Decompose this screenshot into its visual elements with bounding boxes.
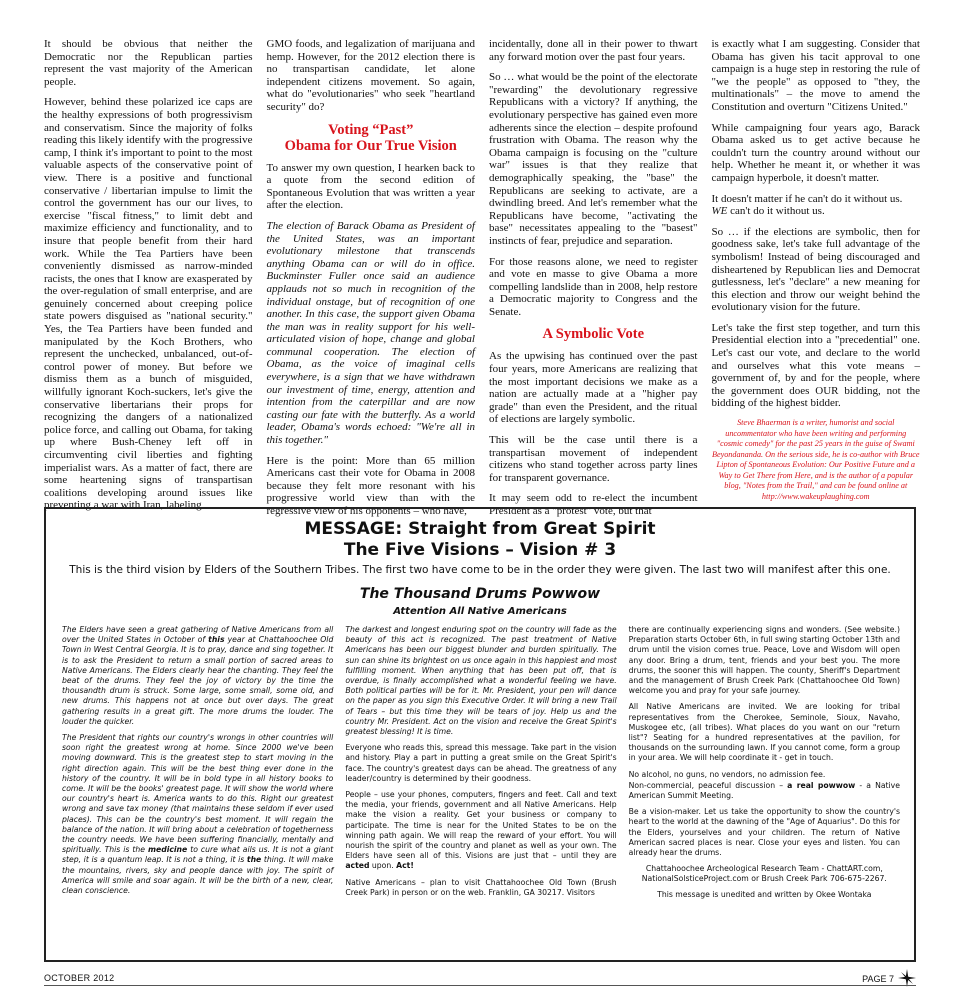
paragraph	[345, 790, 616, 872]
message-column-2	[345, 625, 616, 954]
page-number-group	[862, 969, 916, 989]
paragraph: there are continually experiencing signs and wonders. (See website.) Preparation starts October 6th, in full swing starting October 13th and drum until the vision comes true. Peace, Love and Wisdom will open any door. Bring a drum, tent, friends and your best you. The more drums, the sooner this will happen. The county, Sheriff's Department and the management of Brush Creek Park (Chattahoochee Old Town) welcome you and pray for your safe journey.	[628, 625, 900, 696]
message-subheading: Attention All Native Americans	[393, 606, 567, 617]
quote-paragraph: The election of Barack Obama as President of the United States, was an important evolutionary milestone that transcends anything Obama can or will do in office. Buckminster Fuller once said an audience applauds not so much in recognition of the individual onstage, but of recognition of one another. In this case, the support given Obama the man was in reality support for his well-articulated vision of hope, change and global communal cooperation. The election of Obama, as the voice of imaginal cells everywhere, is a sign that we have withdrawn our investment of time, energy, attention and intention from the caterpillar and are now casting our fate with the butterfly. As a world leader, Obama's words echoed: "We're all in this together."	[266, 219, 475, 447]
paragraph: So … if the elections are symbolic, then for goodness sake, let's take full advantage of the symbolism! Instead of being discouraged and disheartened by Republican lies and Democrat gutlessness, let's "declare" a new meaning for this election and throw our weight behind the evolutionary vision for the future.	[711, 225, 920, 314]
text-span: It doesn't matter if he can't do it without us.	[711, 192, 903, 205]
paragraph	[62, 625, 333, 727]
message-column-3	[629, 625, 900, 954]
issue-date: OCTOBER 2012	[44, 973, 115, 983]
text-span: People – use your phones, computers, fingers and feet. Call and text the media, your friends, government and all Native Americans. Help make the vision a reality. Get your business or company to participate. The time is near for the United States to be on the winning path again. We will reap the reward of your effort. You will nourish the spirit of the country and planet as well as your own. The Elders have seen all of this. Visions are just that – until they are	[345, 790, 617, 861]
text-span: to cure what ails us. It is not a giant step, it is a quantum leap. It is not a thing, it is	[62, 845, 334, 865]
text-span: The President that rights our country's wrongs in other countries will soon right the greatest wrong at home. Since 2000 we've been moving downward. This is the greatest step to start moving in the right direction again. This will be the best thing ever done in the history of the country. It will be in bold type in all history books to come. It will be the books' greatest page. It will show the world where our country's heart is. America wants to do this. Right our greatest wrong and save tax money (that maintains these seldom if ever used places). This can be the country's best moment. It will regain the balance of the nation. It will bring about a celebration of togetherness the country needs. We have been suffering financially, mentally and spiritually. This is the	[62, 733, 334, 855]
paragraph: GMO foods, and legalization of marijuana and hemp. However, for the 2012 election there is no transpartisan candidate, let alone independent citizens movement. So again, what do "evolutionaries" who seek "heartland security" do?	[266, 38, 475, 113]
article-column-4	[711, 38, 921, 501]
text-span: thing. It will make the mountains, rivers, sky and people dance with joy. The spirit of America will smile and soar again. It will be the birth of a new, clear, clean conscience.	[62, 855, 334, 896]
paragraph: Be a vision-maker. Let us take the opportunity to show the country's heart to the world at the dawning of the "Age of Aquarius". Do this for the Elders, yourselves and your children. The return of Native American sacred places is near. Close your eyes and listen. You can already hear the drums.	[628, 807, 900, 858]
author-bio: Steve Bhaerman is a writer, humorist and social uncommentator who have been writing and performing "cosmic comedy" for the past 25 years in the guise of Swami Beyondananda. On the serious side, he is co-author with Bruce Lipton of Spontaneous Evolution: Our Positive Future and a Way to Get There from Here, and is the author of a popular blog, "Notes from the Trail," and can be found online at http://www.wakeuplaughing.com	[711, 418, 920, 501]
paragraph: While campaigning four years ago, Barack Obama asked us to get active because he couldn't turn the country around without our help. Whether he meant it, or whether it was campaign hyperbole, it doesn't matter.	[711, 121, 920, 184]
contact-line-2: NationalSolsticeProject.com or Brush Creek Park 706-675-2267.	[641, 874, 887, 884]
paragraph: Native Americans – plan to visit Chattahoochee Old Town (Brush Creek Park) in person or on the web. Franklin, GA 30217. Visitors	[345, 877, 617, 897]
subheading-line-2: Obama for Our True Vision	[284, 137, 457, 154]
subheading-line-1: Voting “Past”	[328, 121, 414, 138]
message-box	[44, 507, 916, 962]
paragraph: is exactly what I am suggesting. Consider that Obama has given his tacit approval to one campaign is a huge step in restoring the rule of "we the people" as opposed to "they, the multinationals" – the move to amend the Constitution and overturn "Citizens United."	[711, 38, 920, 113]
message-intro: This is the third vision by Elders of the Southern Tribes. The first two have come to be in the order they were given. The last two will manifest after this one.	[69, 564, 891, 576]
message-heading: The Thousand Drums Powwow	[359, 586, 601, 602]
paragraph: To answer my own question, I hearken back to a quote from the second edition of Spontaneous Evolution that was written a year after the election.	[266, 161, 475, 212]
article-column-1	[44, 38, 253, 512]
text-span: - a Native American Summit Meeting.	[628, 780, 900, 801]
message-title: MESSAGE: Straight from Great Spirit	[304, 519, 656, 539]
paragraph: All Native Americans are invited. We are looking for tribal representatives from the Cherokee, Seminole, Sioux, Navaho, Muskogee etc, (all tribes). What places do you want on our "return list"? Seating for a hundred representatives at the pavilion, for thousands on the surrounding lawn. If you cannot come, form a group in your area. We will help coordinate it - get in touch.	[628, 702, 900, 763]
paragraph: Here is the point: More than 65 million Americans cast their vote for Obama in 2008 because they felt more resonant with his progressive world view than with the regressive view of his opponents – who have,	[266, 454, 475, 517]
page-number: PAGE 7	[862, 974, 894, 984]
text-span: year at Chattahoochee Old Town in West Central Georgia. It is to pray, dance and sing together. It is to ask the President to return a small portion of sacred areas to Native Americans. The Elders clearly hear the chanting. They feel the beat of the drums. They feel the joy of victory by the time the thousandth drum is struck. Some large, some small, some old, and new drums. This happens not at once but over days. The great gathering results in a great gift. The more drums the louder. The louder the quicker.	[62, 635, 334, 726]
paragraph: So … what would be the point of the electorate "rewarding" the devolutionary regressive Republicans with a victory? If anything, the evolutionary perspective has gained even more adherents since the election – despite profound frustration with Obama. The reason why the Obama campaign is focusing on the "culture war" issues is that they realize that demographically speaking, the "base" the Republicans are seeking to activate, are a dwindling breed. And let's remember what the Republicans have become, "activating the base" necessitates appealing to the "basest" instincts of fear, prejudice and separation.	[489, 71, 698, 247]
contact-line-1: Chattahoochee Archeological Research Team - ChattART.com,	[645, 864, 883, 874]
bold-span: this	[208, 635, 225, 645]
article-column-2	[266, 38, 476, 517]
paragraph	[62, 733, 333, 896]
article-column-3	[489, 38, 698, 517]
footer-rule	[44, 985, 916, 986]
paragraph: The darkest and longest enduring spot on the country will fade as the beauty of this act is recognized. The past treatment of Native Americans has been our biggest blunder and burden spiritually. The sun can shine its brightest on us once again in this happiest and most fulfilling moment. When anything that has been put off, that is overdue, is finally accomplished what a wonderful feeling we have. Both political parties will be for it. Mr. President, your pen will dance on the paper as you sign this Executive Order. It will bring a new Trail of Tears – but this time they will be tears of joy. Help us and the country Mr. President. Act on the vision and receive the Great Spirit's greatest blessing! It is time.	[345, 625, 617, 737]
message-columns	[62, 625, 900, 954]
subheading-symbolic-vote: A Symbolic Vote	[542, 326, 644, 343]
star-ornament-icon	[898, 969, 916, 989]
bold-span: medicine	[147, 845, 188, 855]
bold-span: acted	[345, 861, 370, 871]
subheading-voting-past	[267, 122, 476, 154]
paragraph: incidentally, done all in their power to thwart any forward motion over the past four years.	[489, 38, 698, 63]
paragraph: However, behind these polarized ice caps are the healthy expressions of both progressivism and conservatism. Since the majority of folks reading this likely identify with the progressive camp, I think it's important to point to the most valuable aspects of the conservative point of view. There is a positive and functional conservative / libertarian impulse to limit the control the government has our our lives, to exercise "fiscal fitness," to limit debt and maximize efficiency and functionality, and to insure that people benefit from their hard work. While the Tea Partiers have been conveniently dismissed as narrow-minded racists, the ones that I know are exasperated by the over-regulation of small enterprise, and are genuinely concerned about creeping police state powers disguised as "national security." Yes, the Tea Partiers have been funded and manipulated by the Koch Brothers, who represent the unchecked, unbalanced, out-of-control power of money. But before we dismiss them as a bunch of misguided, willfully ignorant Koch-suckers, let's give the conservative libertarians their props for recognizing the dangers of a nationalized police force, and calling out Obama, for taking up where Bush-Cheney left off in circumventing civil liberties and fighting imperialist wars. As a matter of fact, there are some heartening signs of transpartisan coalitions developing around issues like preventing a war with Iran, labeling	[44, 96, 253, 512]
bold-span: a real powwow	[787, 780, 856, 790]
paragraph: As the upwising has continued over the past four years, more Americans are realizing that the most important decisions we make as a nation are actually made at a "higher pay grade" than even the President, and the ritual of elections are largely symbolic.	[489, 350, 698, 426]
paragraph	[712, 193, 921, 218]
bold-span: the	[246, 855, 262, 865]
paragraph	[629, 781, 900, 801]
paragraph: No alcohol, no guns, no vendors, no admission fee.	[628, 769, 826, 779]
paragraph: This will be the case until there is a transpartisan movement of independent citizens who stand together across party lines for transparent governance.	[489, 434, 698, 484]
unedited-note: This message is unedited and written by Okee Wontaka	[657, 889, 872, 899]
message-column-1	[62, 625, 333, 954]
paragraph: For those reasons alone, we need to register and vote en masse to give Obama a more compelling landslide than in 2008, help restore a Democratic majority to Congress and the Senate.	[489, 255, 698, 318]
paragraph: Everyone who reads this, spread this message. Take part in the vision and history. Play a part in putting a great smile on the Great Spirit's face. The country's greatest days can be ahead. The greatness of any leader/country is determined by their goodness.	[345, 743, 617, 783]
emphasis-we: WE	[711, 205, 728, 218]
paragraph: It should be obvious that neither the Democratic nor the Republican parties represent the vast majority of the American people.	[44, 38, 253, 88]
paragraph: Let's take the first step together, and turn this Presidential election into a "precedential" one. Let's cast our vote, and declare to the world and ourselves what this vote means – government of, by and for the people, where the government does OUR bidding, not the bidding of the highest bidder.	[711, 321, 920, 410]
text-span: The Elders have seen a great gathering of Native Americans from all over the United States in October of	[62, 625, 334, 645]
text-span: Non-commercial, peaceful discussion –	[628, 780, 788, 790]
bold-span: Act!	[396, 861, 414, 871]
paragraph: It may seem odd to re-elect the incumbent President as a "protest" vote, but that	[489, 492, 698, 517]
message-title-vision: The Five Visions – Vision # 3	[343, 540, 617, 560]
article	[44, 38, 920, 517]
text-span: can't do it without us.	[727, 205, 825, 218]
text-span: upon.	[369, 861, 397, 871]
